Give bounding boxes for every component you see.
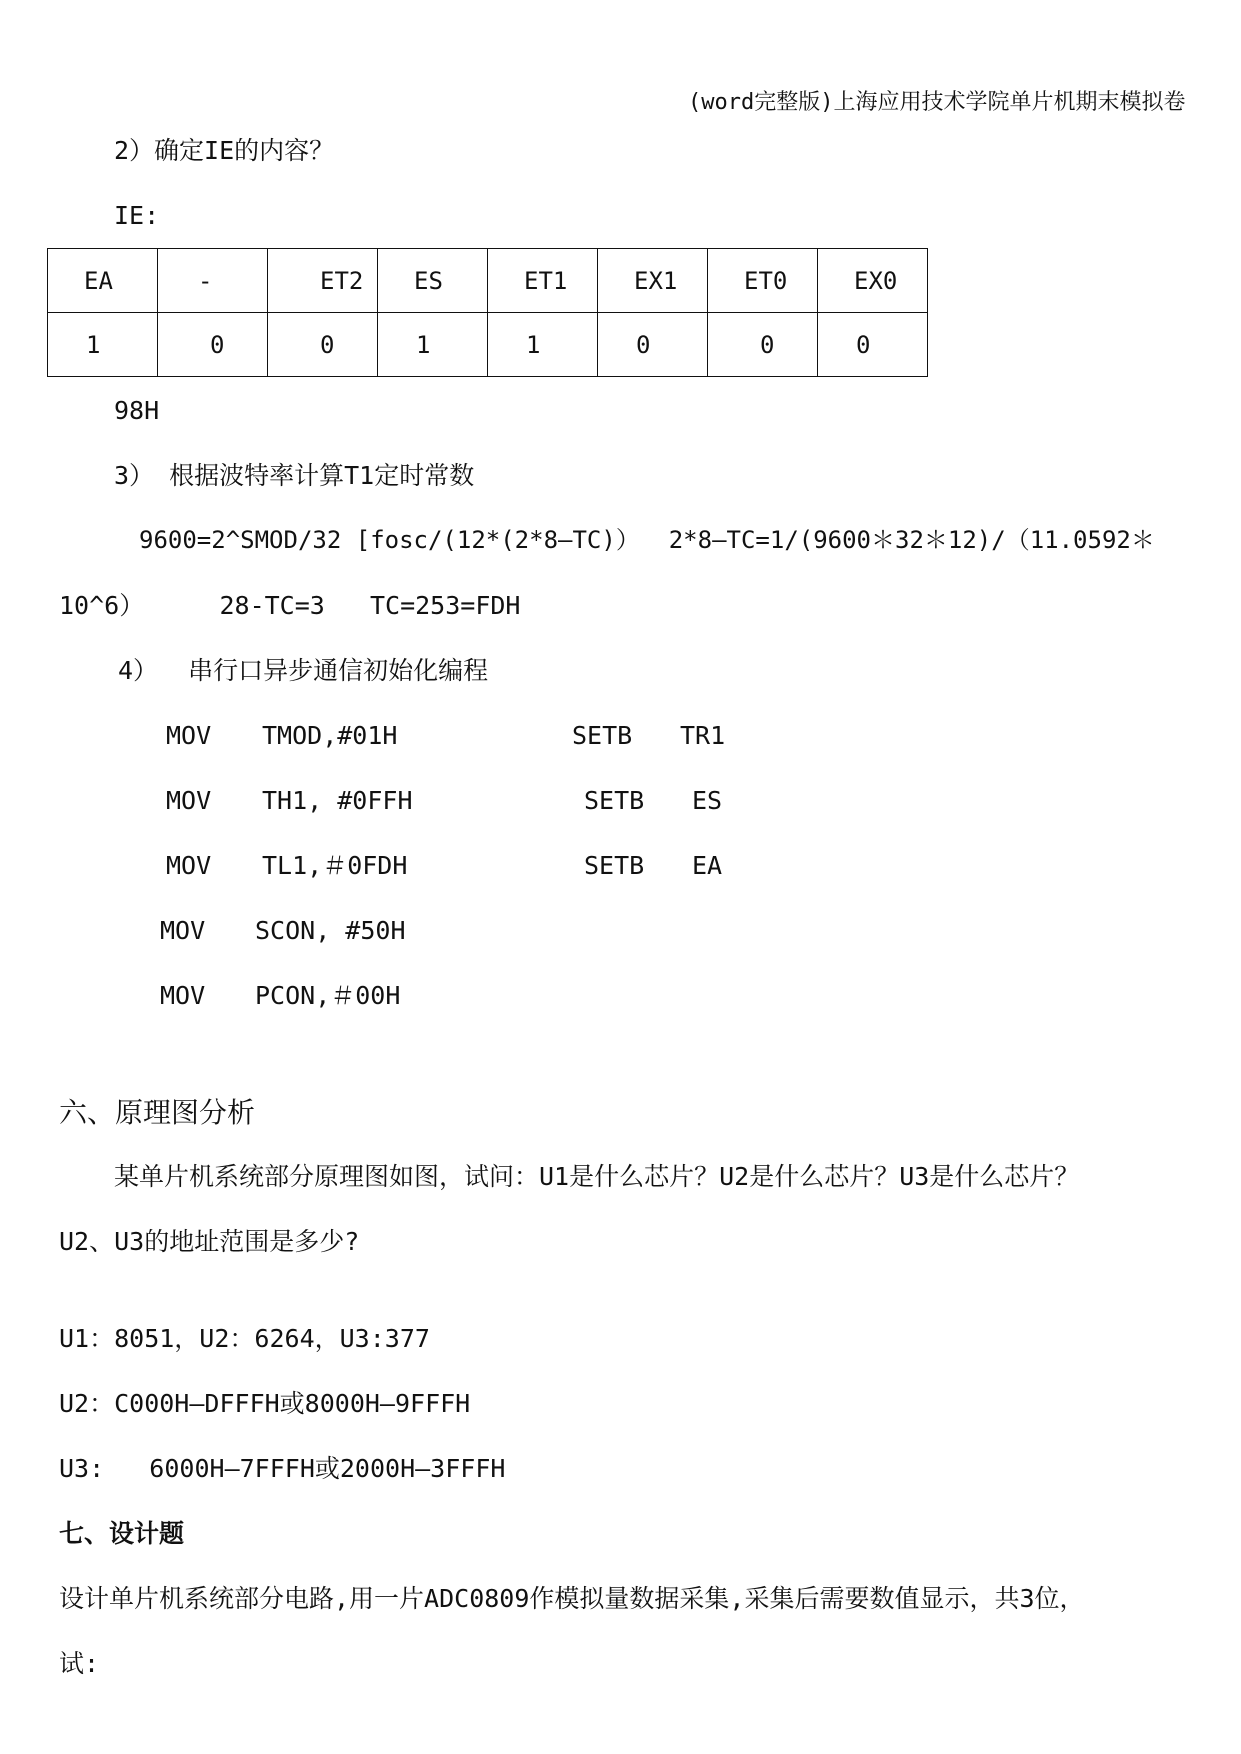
ie-bit-name: ET1 — [488, 249, 598, 313]
ie-label: IE: — [114, 201, 160, 230]
code-op: MOV — [160, 916, 206, 945]
ie-bit-value: 0 — [268, 313, 378, 377]
answer-u2-range: U2：C000H—DFFFH或8000H—9FFFH — [59, 1389, 471, 1418]
code-arg: TR1 — [680, 721, 726, 750]
ie-bit-name: - — [158, 249, 268, 313]
ie-bit-names-row — [48, 249, 928, 313]
section6-title: 六、原理图分析 — [59, 1096, 256, 1129]
section7-text-line2: 试: — [59, 1649, 100, 1678]
ie-bit-name: ES — [378, 249, 488, 313]
q3-title: 3） 根据波特率计算T1定时常数 — [114, 461, 475, 490]
code-op: MOV — [166, 721, 212, 750]
code-arg: EA — [692, 851, 723, 880]
ie-hex-result: 98H — [114, 396, 160, 425]
code-op: SETB — [584, 786, 645, 815]
ie-bit-value: 0 — [598, 313, 708, 377]
ie-bit-name: EX1 — [598, 249, 708, 313]
code-op: SETB — [572, 721, 633, 750]
code-op: MOV — [166, 851, 212, 880]
ie-bit-value: 1 — [378, 313, 488, 377]
ie-bit-value: 0 — [708, 313, 818, 377]
ie-bit-name: EX0 — [818, 249, 928, 313]
page-header: (word完整版)上海应用技术学院单片机期末模拟卷 — [688, 90, 1186, 115]
code-arg: ES — [692, 786, 723, 815]
code-arg: TL1,＃0FDH — [262, 851, 408, 880]
section6-question-line2: U2、U3的地址范围是多少? — [59, 1227, 360, 1256]
ie-bit-name: ET0 — [708, 249, 818, 313]
ie-bit-name: ET2 — [268, 249, 378, 313]
ie-register-table — [47, 248, 928, 377]
section7-title: 七、设计题 — [59, 1519, 185, 1548]
q3-formula-line1: 9600=2^SMOD/32 [fosc/(12*(2*8—TC)） 2*8—TC=1/(9600＊32＊12)/（11.0592＊ — [139, 526, 1155, 554]
q3-formula-line2: 10^6） 28-TC=3 TC=253=FDH — [59, 591, 521, 620]
q4-title: 4） 串行口异步通信初始化编程 — [118, 656, 489, 685]
ie-bit-value: 0 — [818, 313, 928, 377]
ie-bit-values-row — [48, 313, 928, 377]
code-op: SETB — [584, 851, 645, 880]
code-arg: TH1, #0FFH — [262, 786, 413, 815]
code-arg: SCON, #50H — [255, 916, 406, 945]
q2-title: 2）确定IE的内容？ — [114, 136, 335, 165]
section6-question-line1: 某单片机系统部分原理图如图，试问：U1是什么芯片？U2是什么芯片？U3是什么芯片？ — [114, 1162, 1080, 1191]
ie-bit-value: 1 — [488, 313, 598, 377]
ie-bit-name: EA — [48, 249, 158, 313]
code-arg: PCON,＃00H — [255, 981, 401, 1010]
ie-bit-value: 1 — [48, 313, 158, 377]
section7-text-line1: 设计单片机系统部分电路,用一片ADC0809作模拟量数据采集,采集后需要数值显示，共3位， — [59, 1584, 1085, 1613]
code-arg: TMOD,#01H — [262, 721, 398, 750]
ie-bit-value: 0 — [158, 313, 268, 377]
answer-chips: U1：8051，U2：6264，U3:377 — [59, 1324, 430, 1353]
code-op: MOV — [166, 786, 212, 815]
answer-u3-range: U3: 6000H—7FFFH或2000H—3FFFH — [59, 1454, 506, 1483]
code-op: MOV — [160, 981, 206, 1010]
